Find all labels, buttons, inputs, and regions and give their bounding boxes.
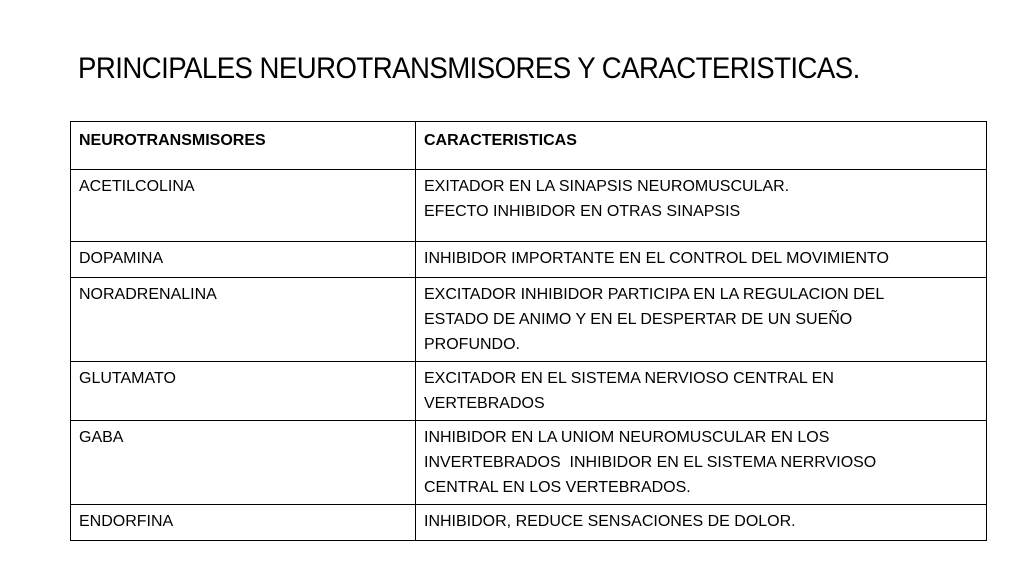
neurotransmitter-name: ENDORFINA: [71, 505, 416, 541]
characteristics-line: CENTRAL EN LOS VERTEBRADOS.: [424, 479, 691, 496]
characteristics-cell: [416, 242, 987, 278]
characteristics-line: ESTADO DE ANIMO Y EN EL DESPERTAR DE UN SUEÑO: [424, 311, 853, 328]
characteristics-line: EXCITADOR INHIBIDOR PARTICIPA EN LA REGULACION DEL: [424, 286, 885, 303]
neurotransmitter-name: GLUTAMATO: [71, 362, 416, 421]
characteristics-line: VERTEBRADOS: [424, 395, 545, 412]
table-row: [71, 278, 987, 362]
table-row: [71, 505, 987, 541]
characteristics-cell: [416, 170, 987, 242]
characteristics-cell: [416, 505, 987, 541]
table-header-row: [71, 122, 987, 170]
neurotransmitter-name: ACETILCOLINA: [71, 170, 416, 242]
table-row: [71, 362, 987, 421]
neurotransmitter-name: GABA: [71, 421, 416, 505]
neurotransmitter-name: DOPAMINA: [71, 242, 416, 278]
characteristics-line: EXCITADOR EN EL SISTEMA NERVIOSO CENTRAL EN: [424, 370, 834, 387]
characteristics-cell: [416, 278, 987, 362]
neurotransmitter-name: NORADRENALINA: [71, 278, 416, 362]
characteristics-line: INHIBIDOR, REDUCE SENSACIONES DE DOLOR.: [424, 513, 796, 530]
characteristics-line: INHIBIDOR IMPORTANTE EN EL CONTROL DEL MOVIMIENTO: [424, 250, 889, 267]
neurotransmitter-table: [70, 121, 987, 541]
characteristics-line: EFECTO INHIBIDOR EN OTRAS SINAPSIS: [424, 203, 741, 220]
characteristics-line: EXITADOR EN LA SINAPSIS NEUROMUSCULAR.: [424, 178, 790, 195]
characteristics-cell: [416, 362, 987, 421]
table-row: [71, 170, 987, 242]
characteristics-line: INVERTEBRADOS INHIBIDOR EN EL SISTEMA NERRVIOSO: [424, 454, 877, 471]
characteristics-line: INHIBIDOR EN LA UNIOM NEUROMUSCULAR EN LOS: [424, 429, 830, 446]
header-neurotransmisores: NEUROTRANSMISORES: [71, 122, 416, 170]
table-row: [71, 421, 987, 505]
table-row: [71, 242, 987, 278]
header-caracteristicas: CARACTERISTICAS: [416, 122, 987, 170]
characteristics-line: PROFUNDO.: [424, 336, 520, 353]
characteristics-cell: [416, 421, 987, 505]
slide-title: PRINCIPALES NEUROTRANSMISORES Y CARACTERISTICAS.: [78, 52, 860, 85]
